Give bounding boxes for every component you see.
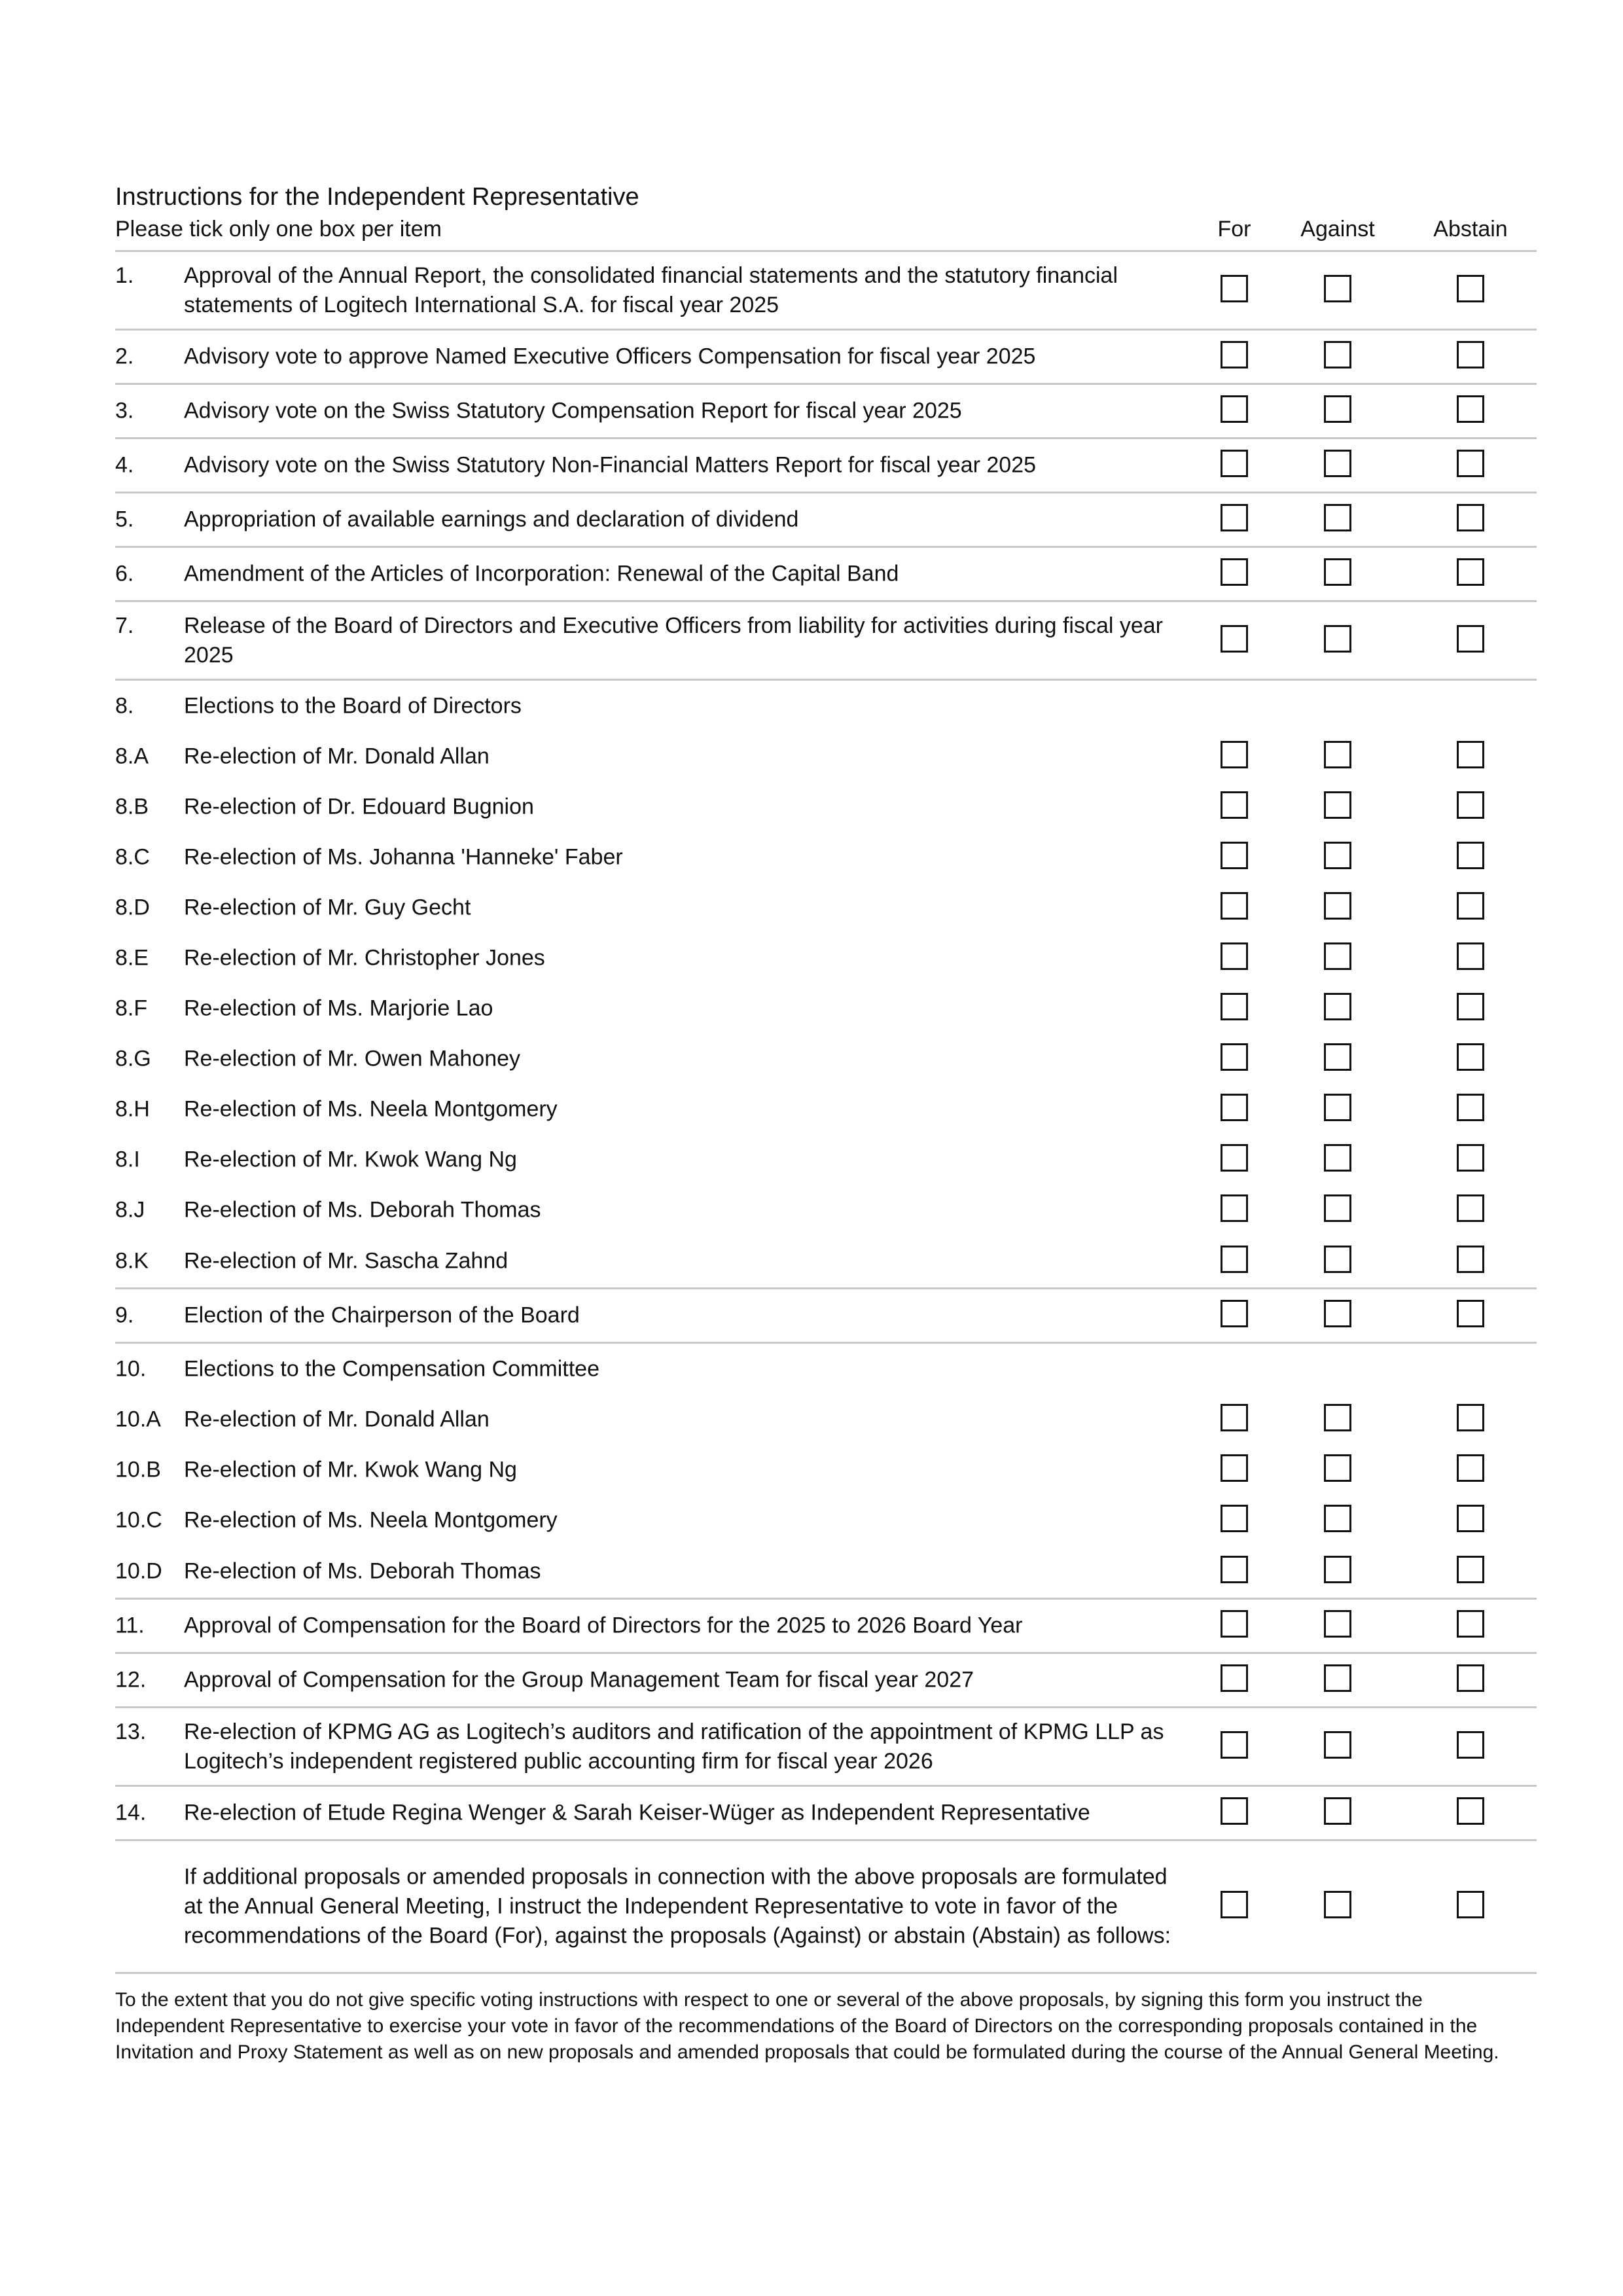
proposal-text: Release of the Board of Directors and Executive Officers from liability for activities during fiscal year 2025: [184, 613, 1163, 668]
column-header-for: For: [1217, 217, 1251, 242]
proposal-text: Re-election of Dr. Edouard Bugnion: [184, 794, 534, 819]
proposal-number: 13.: [115, 1719, 147, 1744]
proposal-row: [115, 1787, 1537, 1839]
checkbox-abstain[interactable]: [1457, 1454, 1484, 1482]
checkbox-abstain[interactable]: [1457, 395, 1484, 423]
proposal-number: 12.: [115, 1667, 147, 1693]
checkbox-abstain[interactable]: [1457, 1891, 1484, 1918]
checkbox-for[interactable]: [1221, 1194, 1248, 1222]
checkbox-abstain[interactable]: [1457, 993, 1484, 1020]
checkbox-for[interactable]: [1221, 1797, 1248, 1825]
checkbox-for[interactable]: [1221, 1404, 1248, 1431]
proposal-number: 2.: [115, 344, 134, 369]
checkbox-against[interactable]: [1324, 741, 1351, 768]
proposal-row: [115, 548, 1537, 600]
proposal-number: 8.G: [115, 1046, 151, 1071]
proposal-text: Election of the Chairperson of the Board: [184, 1302, 580, 1328]
proposal-text: Advisory vote on the Swiss Statutory Compensation Report for fiscal year 2025: [184, 398, 962, 423]
checkbox-abstain[interactable]: [1457, 791, 1484, 819]
proposal-number: 6.: [115, 561, 134, 586]
proposal-text: Re-election of Ms. Deborah Thomas: [184, 1197, 541, 1222]
checkbox-for[interactable]: [1221, 1664, 1248, 1692]
checkbox-abstain[interactable]: [1457, 504, 1484, 531]
proposal-number: 8.J: [115, 1197, 145, 1222]
proposal-number: 8.A: [115, 744, 149, 768]
proposal-text: Re-election of Mr. Sascha Zahnd: [184, 1248, 508, 1274]
divider: [115, 1972, 1537, 1974]
checkbox-abstain[interactable]: [1457, 1797, 1484, 1825]
checkbox-against[interactable]: [1324, 1094, 1351, 1121]
proposal-text: Re-election of Mr. Guy Gecht: [184, 895, 471, 920]
checkbox-abstain[interactable]: [1457, 625, 1484, 653]
checkbox-for[interactable]: [1221, 1300, 1248, 1327]
proposal-number: 10.B: [115, 1457, 161, 1482]
proposal-number: 8.D: [115, 895, 150, 920]
checkbox-for[interactable]: [1221, 1454, 1248, 1482]
checkbox-abstain[interactable]: [1457, 842, 1484, 869]
checkbox-abstain[interactable]: [1457, 892, 1484, 920]
proposal-row: [115, 1084, 1537, 1134]
proposal-row: [115, 1033, 1537, 1084]
form-header: [115, 181, 1537, 250]
proposal-text: Re-election of Mr. Kwok Wang Ng: [184, 1457, 517, 1482]
checkbox-against[interactable]: [1324, 1246, 1351, 1273]
checkbox-for[interactable]: [1221, 1891, 1248, 1918]
checkbox-against[interactable]: [1324, 504, 1351, 531]
proposal-row: [115, 385, 1537, 437]
proposal-text: Approval of the Annual Report, the consolidated financial statements and the statutory financial statements of Logitech International S.A. for fiscal year 2025: [184, 262, 1118, 317]
column-header-abstain: Abstain: [1433, 217, 1508, 242]
proposal-number: 9.: [115, 1302, 134, 1328]
checkbox-abstain[interactable]: [1457, 1404, 1484, 1431]
checkbox-abstain[interactable]: [1457, 1300, 1484, 1327]
checkbox-abstain[interactable]: [1457, 558, 1484, 586]
checkbox-for[interactable]: [1221, 1094, 1248, 1121]
proposal-row: [115, 832, 1537, 882]
checkbox-abstain[interactable]: [1457, 1505, 1484, 1532]
checkbox-abstain[interactable]: [1457, 1043, 1484, 1071]
proposal-number: 8.C: [115, 844, 150, 869]
checkbox-abstain[interactable]: [1457, 450, 1484, 477]
proposal-text: Elections to the Compensation Committee: [184, 1356, 599, 1381]
proposal-row: [115, 1185, 1537, 1235]
checkbox-against[interactable]: [1324, 625, 1351, 653]
checkbox-against[interactable]: [1324, 1300, 1351, 1327]
proposal-row: [115, 933, 1537, 983]
checkbox-against[interactable]: [1324, 1556, 1351, 1583]
proposal-number: 10.C: [115, 1507, 162, 1532]
checkbox-for[interactable]: [1221, 275, 1248, 302]
checkbox-against[interactable]: [1324, 275, 1351, 302]
checkbox-for[interactable]: [1221, 791, 1248, 819]
form-title: Instructions for the Independent Representative: [115, 183, 639, 211]
proposal-row: [115, 1394, 1537, 1444]
checkbox-against[interactable]: [1324, 1144, 1351, 1172]
proposal-row: [115, 1654, 1537, 1706]
proposal-number: 10.: [115, 1356, 147, 1381]
checkbox-abstain[interactable]: [1457, 341, 1484, 368]
checkbox-against[interactable]: [1324, 1797, 1351, 1825]
proposal-number: 8.I: [115, 1147, 140, 1172]
proposal-row: [115, 1841, 1537, 1972]
checkbox-against[interactable]: [1324, 450, 1351, 477]
checkbox-against[interactable]: [1324, 1664, 1351, 1692]
checkbox-abstain[interactable]: [1457, 741, 1484, 768]
checkbox-for[interactable]: [1221, 558, 1248, 586]
checkbox-for[interactable]: [1221, 741, 1248, 768]
proposal-row: [115, 439, 1537, 492]
checkbox-for[interactable]: [1221, 341, 1248, 368]
proposal-text: If additional proposals or amended proposals in connection with the above proposals are formulated at the Annual General Meeting, I instruct the Independent Representative to vote in favor of the recommendations of the Board (For), against the proposals (Against) or abstain (Abstain) as follows:: [184, 1864, 1171, 1948]
checkbox-against[interactable]: [1324, 942, 1351, 970]
checkbox-for[interactable]: [1221, 625, 1248, 653]
checkbox-against[interactable]: [1324, 1505, 1351, 1532]
proposal-text: Approval of Compensation for the Group Management Team for fiscal year 2027: [184, 1667, 974, 1693]
checkbox-abstain[interactable]: [1457, 1144, 1484, 1172]
proposal-row: [115, 1708, 1537, 1785]
proposal-text: Re-election of Mr. Kwok Wang Ng: [184, 1147, 517, 1172]
checkbox-for[interactable]: [1221, 1610, 1248, 1638]
proposal-text: Approval of Compensation for the Board of Directors for the 2025 to 2026 Board Year: [184, 1613, 1023, 1638]
proposal-row: [115, 602, 1537, 679]
proposal-row: [115, 781, 1537, 832]
checkbox-for[interactable]: [1221, 395, 1248, 423]
proposal-row: [115, 1545, 1537, 1598]
proposal-text: Re-election of Mr. Donald Allan: [184, 1407, 490, 1431]
proposal-text: Elections to the Board of Directors: [184, 693, 522, 718]
proposal-number: 8.H: [115, 1096, 150, 1121]
proposal-number: 4.: [115, 452, 134, 478]
checkbox-for[interactable]: [1221, 450, 1248, 477]
checkbox-against[interactable]: [1324, 395, 1351, 423]
checkbox-for[interactable]: [1221, 1731, 1248, 1759]
proposal-text: Re-election of Ms. Deborah Thomas: [184, 1558, 541, 1584]
checkbox-against[interactable]: [1324, 1731, 1351, 1759]
checkbox-for[interactable]: [1221, 1246, 1248, 1273]
proposal-row: [115, 681, 1537, 731]
proposal-number: 7.: [115, 613, 134, 638]
checkbox-against[interactable]: [1324, 791, 1351, 819]
proposal-number: 11.: [115, 1613, 145, 1638]
checkbox-against[interactable]: [1324, 1194, 1351, 1222]
proposal-number: 10.A: [115, 1407, 161, 1431]
checkbox-for[interactable]: [1221, 993, 1248, 1020]
proposal-row: [115, 1235, 1537, 1287]
checkbox-for[interactable]: [1221, 942, 1248, 970]
proposal-row: [115, 731, 1537, 781]
proposal-row: [115, 1134, 1537, 1185]
proposal-number: 8.K: [115, 1248, 149, 1274]
checkbox-against[interactable]: [1324, 1043, 1351, 1071]
checkbox-abstain[interactable]: [1457, 1094, 1484, 1121]
checkbox-against[interactable]: [1324, 558, 1351, 586]
proposal-text: Re-election of Mr. Christopher Jones: [184, 945, 545, 970]
proposal-text: Advisory vote on the Swiss Statutory Non-Financial Matters Report for fiscal year 2025: [184, 452, 1037, 478]
proposal-row: [115, 1600, 1537, 1652]
column-header-against: Against: [1300, 217, 1375, 242]
checkbox-against[interactable]: [1324, 1891, 1351, 1918]
proposal-row: [115, 252, 1537, 329]
checkbox-against[interactable]: [1324, 1610, 1351, 1638]
proposal-row: [115, 1495, 1537, 1545]
checkbox-for[interactable]: [1221, 1505, 1248, 1532]
checkbox-abstain[interactable]: [1457, 1194, 1484, 1222]
form-subtitle: Please tick only one box per item: [115, 217, 442, 242]
proposal-number: 8.: [115, 693, 134, 718]
proposal-text: Re-election of Mr. Donald Allan: [184, 744, 490, 768]
proposal-text: Amendment of the Articles of Incorporation: Renewal of the Capital Band: [184, 561, 899, 586]
checkbox-for[interactable]: [1221, 1043, 1248, 1071]
checkbox-against[interactable]: [1324, 892, 1351, 920]
proposal-row: [115, 1289, 1537, 1342]
checkbox-for[interactable]: [1221, 1556, 1248, 1583]
checkbox-against[interactable]: [1324, 1404, 1351, 1431]
proposal-number: 8.F: [115, 996, 148, 1020]
checkbox-against[interactable]: [1324, 1454, 1351, 1482]
proposal-row: [115, 983, 1537, 1033]
voting-instructions-form: [115, 181, 1537, 2066]
proposal-list: [115, 252, 1537, 1974]
checkbox-abstain[interactable]: [1457, 1664, 1484, 1692]
checkbox-for[interactable]: [1221, 504, 1248, 531]
proposal-text: Re-election of Mr. Owen Mahoney: [184, 1046, 521, 1071]
proposal-text: Appropriation of available earnings and declaration of dividend: [184, 507, 799, 532]
proposal-number: 8.E: [115, 945, 149, 970]
proposal-text: Re-election of Ms. Neela Montgomery: [184, 1507, 558, 1532]
proposal-text: Advisory vote to approve Named Executive Officers Compensation for fiscal year 2025: [184, 344, 1036, 369]
proposal-row: [115, 882, 1537, 933]
proposal-number: 8.B: [115, 794, 149, 819]
checkbox-abstain[interactable]: [1457, 1610, 1484, 1638]
proposal-number: 1.: [115, 262, 134, 288]
checkbox-abstain[interactable]: [1457, 1246, 1484, 1273]
proposal-text: Re-election of Ms. Johanna 'Hanneke' Faber: [184, 844, 623, 869]
checkbox-for[interactable]: [1221, 1144, 1248, 1172]
proposal-text: Re-election of KPMG AG as Logitech’s auditors and ratification of the appointment of KPMG LLP as Logitech’s independent registered public accounting firm for fiscal year 2026: [184, 1719, 1164, 1774]
proposal-row: [115, 493, 1537, 546]
proposal-number: 3.: [115, 398, 134, 423]
proposal-row: [115, 331, 1537, 383]
checkbox-against[interactable]: [1324, 842, 1351, 869]
proposal-row: [115, 1344, 1537, 1394]
proposal-number: 10.D: [115, 1558, 162, 1584]
proposal-row: [115, 1444, 1537, 1495]
checkbox-abstain[interactable]: [1457, 1556, 1484, 1583]
proposal-number: 14.: [115, 1800, 147, 1825]
checkbox-abstain[interactable]: [1457, 275, 1484, 302]
footnote: To the extent that you do not give specific voting instructions with respect to one or several of the above proposals, by signing this form you instruct the Independent Representative to exercise your vote in favor of the recommendations of the Board of Directors on the corresponding proposals contained in the Invitation and Proxy Statement as well as on new proposals and amended proposals that could be formulated during the course of the Annual General Meeting.: [115, 1989, 1499, 2063]
proposal-text: Re-election of Etude Regina Wenger & Sarah Keiser-Wüger as Independent Representative: [184, 1800, 1090, 1825]
checkbox-abstain[interactable]: [1457, 942, 1484, 970]
checkbox-for[interactable]: [1221, 842, 1248, 869]
proposal-text: Re-election of Ms. Neela Montgomery: [184, 1096, 558, 1121]
checkbox-abstain[interactable]: [1457, 1731, 1484, 1759]
checkbox-against[interactable]: [1324, 341, 1351, 368]
proposal-number: 5.: [115, 507, 134, 532]
proposal-text: Re-election of Ms. Marjorie Lao: [184, 996, 493, 1020]
checkbox-against[interactable]: [1324, 993, 1351, 1020]
checkbox-for[interactable]: [1221, 892, 1248, 920]
